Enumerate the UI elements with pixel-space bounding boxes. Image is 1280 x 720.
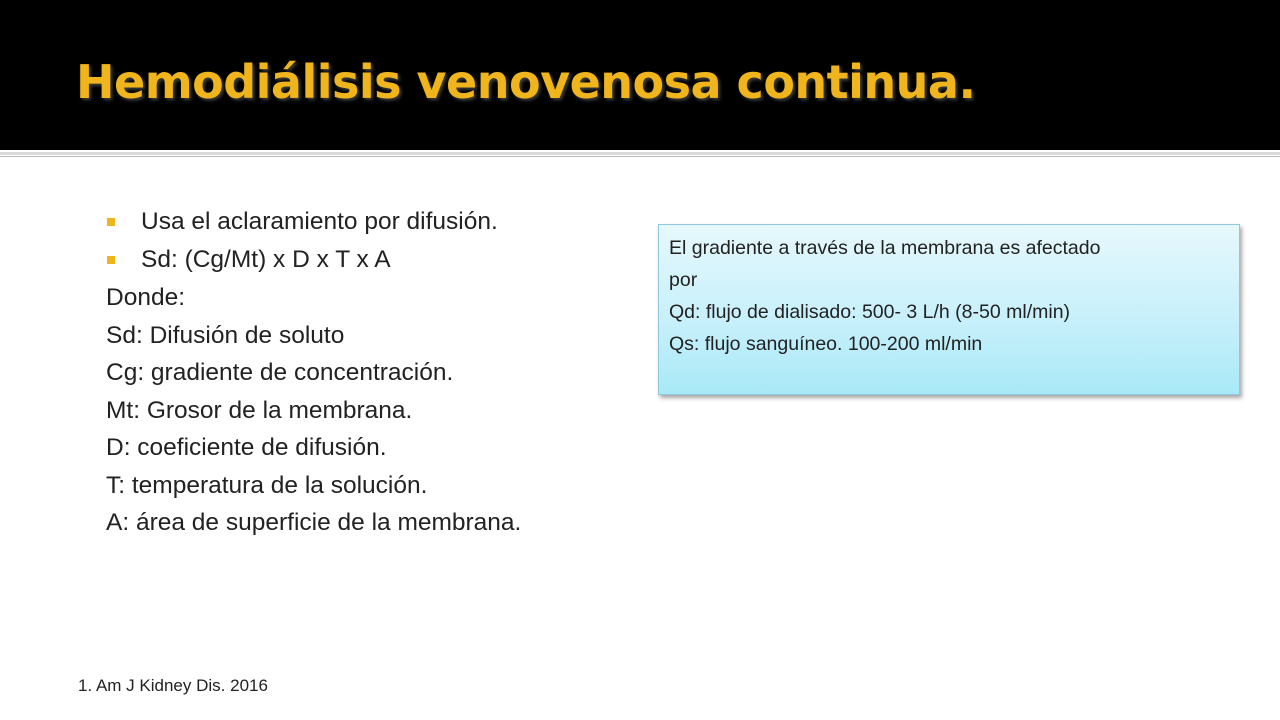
body-line: Donde: [106,284,186,311]
callout-line: El gradiente a través de la membrana es afectado [669,237,1101,259]
bullet-text: Sd: (Cg/Mt) x D x T x A [141,246,391,273]
body-line: Cg: gradiente de concentración. [106,359,454,386]
footnote-reference: 1. Am J Kidney Dis. 2016 [78,676,268,695]
callout-line: por [669,269,698,291]
callout-box [658,224,1240,395]
body-line: T: temperatura de la solución. [106,471,428,499]
title-bar [0,0,1280,150]
slide-title: Hemodiálisis venovenosa continua. [76,55,976,109]
body-line: D: coeficiente de difusión. [106,434,387,461]
title-divider-thin [0,156,1280,157]
body-line: Sd: Difusión de soluto [106,321,345,349]
bullet-text: Usa el aclaramiento por difusión. [141,208,498,235]
body-line: A: área de superficie de la membrana. [106,509,522,536]
body-line: Mt: Grosor de la membrana. [106,396,413,424]
body-text [104,203,664,542]
bullet-item [104,203,664,241]
square-bullet-icon [107,256,115,264]
callout-line: Qs: flujo sanguíneo. 100-200 ml/min [669,333,983,355]
square-bullet-icon [107,218,115,226]
bullet-item [104,241,664,279]
callout-line: Qd: flujo de dialisado: 500- 3 L/h (8-50 ml/min) [669,301,1071,323]
title-divider [0,152,1280,155]
